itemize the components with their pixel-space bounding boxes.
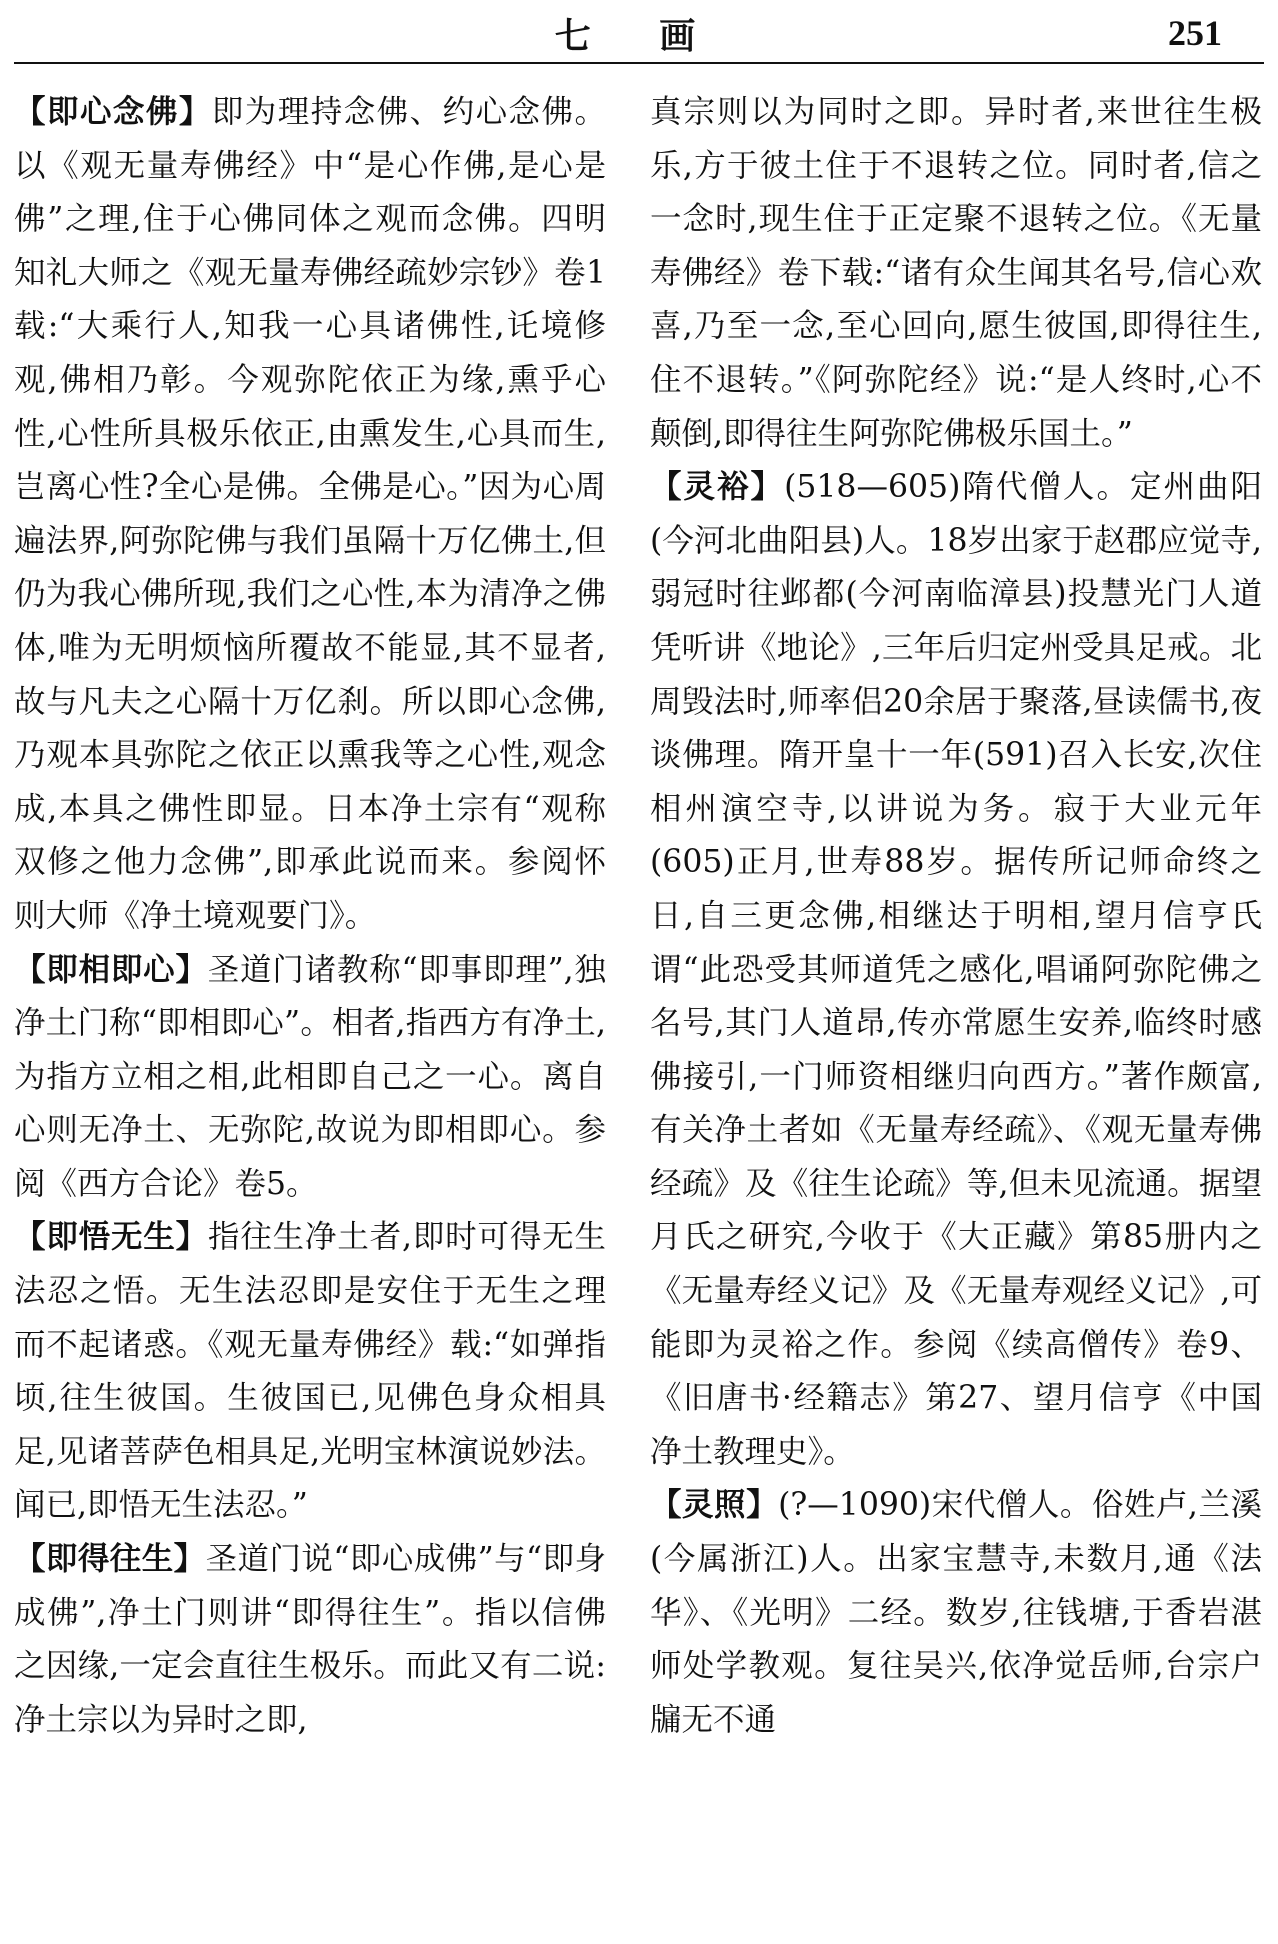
entry-text: 即为理持念佛、约心念佛。以《观无量寿佛经》中“是心作佛,是心是佛”之理,住于心佛同体之观而念佛。四明知礼大师之《观无量寿佛经疏妙宗钞》卷1载:“大乘行人,知我一心具诸佛性,讬境修观,佛相乃彰。今观弥陀依正为缘,熏乎心性,心性所具极乐依正,由熏发生,心具而生,岂离心性?全心是佛。全佛是心。”因为心周遍法界,阿弥陀佛与我们虽隔十万亿佛土,但仍为我心佛所现,我们之心性,本为清净之佛体,唯为无明烦恼所覆故不能显,其不显者,故与凡夫之心隔十万亿刹。所以即心念佛,乃观本具弥陀之依正以熏我等之心性,观念成,本具之佛性即显。日本净土宗有“观称双修之他力念佛”,即承此说而来。参阅怀则大师《净土境观要门》。: [14, 94, 606, 934]
entry-ling-yu: [650, 461, 1262, 1479]
entry-term: 【灵裕】: [650, 469, 785, 506]
entry-term: 【即得往生】: [14, 1541, 206, 1578]
page-number: 251: [1168, 13, 1222, 53]
running-title: 七 画: [554, 15, 724, 57]
entry-ling-zhao: [650, 1479, 1262, 1747]
right-column: [650, 86, 1262, 1747]
entry-ji-de-wang-sheng: [14, 1533, 606, 1747]
entry-term: 【灵照】: [650, 1487, 779, 1524]
entry-text: 指往生净土者,即时可得无生法忍之悟。无生法忍即是安住于无生之理而不起诸惑。《观无量寿佛经》载:“如弹指顷,往生彼国。生彼国已,见佛色身众相具足,见诸菩萨色相具足,光明宝林演说妙法。闻已,即悟无生法忍。”: [14, 1219, 606, 1524]
entry-text: (518—605)隋代僧人。定州曲阳(今河北曲阳县)人。18岁出家于赵郡应觉寺,弱冠时往邺都(今河南临漳县)投慧光门人道凭听讲《地论》,三年后归定州受具足戒。北周毁法时,师率侣20余居于聚落,昼读儒书,夜谈佛理。隋开皇十一年(591)召入长安,次住相州演空寺,以讲说为务。寂于大业元年(605)正月,世寿88岁。据传所记师命终之日,自三更念佛,相继达于明相,望月信亨氏谓“此恐受其师道凭之感化,唱诵阿弥陀佛之名号,其门人道昂,传亦常愿生安养,临终时感佛接引,一门师资相继归向西方。”著作颇富,有关净土者如《无量寿经疏》、《观无量寿佛经疏》及《往生论疏》等,但未见流通。据望月氏之研究,今收于《大正藏》第85册内之《无量寿经义记》及《无量寿观经义记》,可能即为灵裕之作。参阅《续高僧传》卷9、《旧唐书·经籍志》第27、望月信亨《中国净土教理史》。: [650, 469, 1262, 1470]
header-rule: [14, 62, 1264, 64]
entry-ji-wu-wu-sheng: [14, 1211, 606, 1533]
page-header: [0, 0, 1278, 58]
entry-text: 真宗则以为同时之即。异时者,来世往生极乐,方于彼土住于不退转之位。同时者,信之一念时,现生住于正定聚不退转之位。《无量寿佛经》卷下载:“诸有众生闻其名号,信心欢喜,乃至一念,至心回向,愿生彼国,即得往生,住不退转。”《阿弥陀经》说:“是人终时,心不颠倒,即得往生阿弥陀佛极乐国土。”: [650, 94, 1262, 452]
entry-text: 圣道门说“即心成佛”与“即身成佛”,净土门则讲“即得往生”。指以信佛之因缘,一定会直往生极乐。而此又有二说:净土宗以为异时之即,: [14, 1541, 606, 1738]
entry-term: 【即悟无生】: [14, 1219, 208, 1256]
entry-term: 【即心念佛】: [14, 94, 212, 130]
left-column: [14, 86, 606, 1747]
entry-text: (?—1090)宋代僧人。俗姓卢,兰溪(今属浙江)人。出家宝慧寺,未数月,通《法华》、《光明》二经。数岁,往钱塘,于香岩湛师处学教观。复往吴兴,依净觉岳师,台宗户牖无不通: [650, 1487, 1262, 1738]
entry-text: 圣道门诸教称“即事即理”,独净土门称“即相即心”。相者,指西方有净土,为指方立相之相,此相即自己之一心。离自心则无净土、无弥陀,故说为即相即心。参阅《西方合论》卷5。: [14, 951, 606, 1202]
entry-ji-xiang-ji-xin: [14, 944, 606, 1212]
entry-term: 【即相即心】: [14, 951, 208, 988]
entry-continuation: [650, 86, 1262, 461]
entry-ji-xin-nian-fo: [14, 86, 606, 944]
